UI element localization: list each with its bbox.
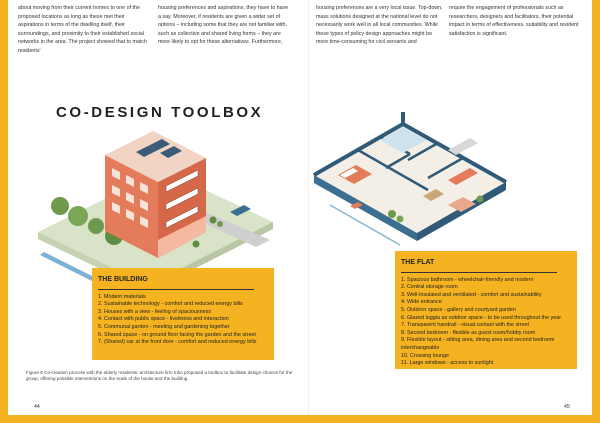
list-item: 1. Spacious bathroom - wheelchair-friendly and modern <box>401 276 534 283</box>
building-list <box>98 294 268 347</box>
list-item: 7. Transparent handrail - visual contact with the street <box>401 322 529 329</box>
list-item: 9. Flexible layout - sitting area, dining area and second bedroom interchangeable <box>401 337 555 351</box>
divider <box>401 272 557 273</box>
book-spread <box>8 0 592 415</box>
kitchen <box>448 138 478 155</box>
list-item: 5. Communal garden - meeting and gardening together <box>98 323 230 330</box>
list-item: 2. Sustainable technology - comfort and reduced energy bills <box>98 301 243 308</box>
body-column-2: housing preferences and aspirations, they have to have a say. Moreover, if residents are given a wider set of options – including some that they are not familiar with, such as collective and shared living forms – they are more likely to opt for these alternatives. Furthermore, <box>158 5 289 46</box>
page-number-left: 44 <box>34 404 40 410</box>
list-item: 6. Shared space - on ground floor facing the garden and the street <box>98 331 256 338</box>
building-panel-heading: THE BUILDING <box>98 276 148 283</box>
body-column-1: about moving from their current homes to one of the proposed locations as long as these met their aspirations in terms of the dwelling itself, their surroundings, and proximity to their established social networks in the area. The project showed that to match residents' <box>18 5 147 54</box>
figure-caption: Figure 6 Co-creation process with the elderly residents: architecture firm Inbo proposed a toolbox to facilitate design choices for the group, offering possible interventions on the scale of the house and the building. <box>26 370 293 382</box>
building-panel <box>92 268 274 360</box>
flat-panel <box>395 251 577 369</box>
flat-list <box>401 277 571 368</box>
list-item: 4. Wide entrance <box>401 299 442 306</box>
list-item: 2. Central storage room <box>401 284 458 291</box>
page-title: CO-DESIGN TOOLBOX <box>56 104 264 121</box>
body-column-3: housing preferences are a very local issue. Top-down, mass solutions designed at the national level do not necessarily work well in all local communities. While these types of policy design approaches might be more time-consuming for civil servants and <box>316 5 443 46</box>
list-item: 8. Second bedroom - flexible as guest room/hobby room <box>401 329 536 336</box>
list-item: 1. Modern materials <box>98 293 146 300</box>
list-item: 3. Well-insulated and ventilated - comfort and sustainability <box>401 291 542 298</box>
flat-panel-heading: THE FLAT <box>401 259 435 266</box>
body-column-4: require the engagement of professionals such as researchers, designers and facilitators, their potential impact in terms of effectiveness, suitability and resident satisfaction is significant. <box>449 5 579 37</box>
list-item: 4. Contact with public space - liveliness and interaction <box>98 316 229 323</box>
list-item: 3. Houses with a view - feeling of spaciousness <box>98 308 211 315</box>
list-item: 6. Glazed loggia as outdoor space - to be used throughout the year <box>401 314 562 321</box>
list-item: 10. Crossing lounge <box>401 352 449 359</box>
list-item: 5. Outdoor space - gallery and courtyard garden <box>401 306 516 313</box>
list-item: 7. (Shared) car at the front door - comfort and reduced energy bills <box>98 339 257 346</box>
page-number-right: 45 <box>564 404 570 410</box>
divider <box>98 289 254 290</box>
list-item: 11. Large windows - access to sunlight <box>401 360 494 367</box>
